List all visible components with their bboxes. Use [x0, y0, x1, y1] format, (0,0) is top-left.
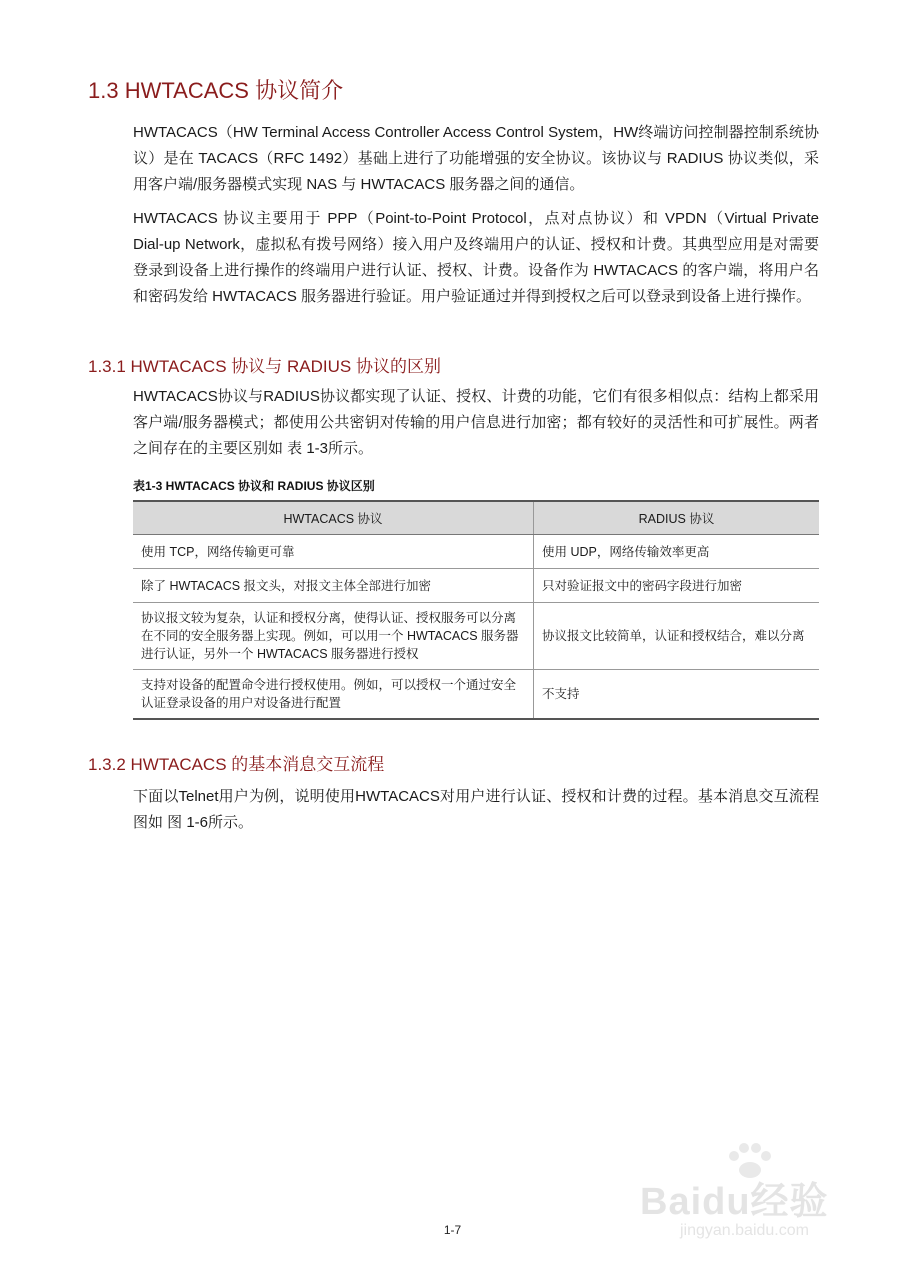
section-heading: 1.3 HWTACACS 协议简介 — [88, 78, 344, 103]
table-row — [133, 569, 819, 603]
table-caption: 表1-3 HWTACACS 协议和 RADIUS 协议区别 — [133, 479, 375, 493]
table-cell: 协议报文较为复杂，认证和授权分离，使得认证、授权服务可以分离在不同的安全服务器上实现。例如，可以用一个 HWTACACS 服务器进行认证，另外一个 HWTACACS 服务器进行授权 — [133, 603, 534, 670]
watermark-brand: Baidu经验 — [640, 1181, 829, 1223]
table-cell: 支持对设备的配置命令进行授权使用。例如，可以授权一个通过安全认证登录设备的用户对设备进行配置 — [133, 670, 534, 720]
table-header-radius: RADIUS 协议 — [534, 501, 820, 535]
table-cell: 使用 TCP，网络传输更可靠 — [133, 535, 534, 569]
subsection-1-heading: 1.3.1 HWTACACS 协议与 RADIUS 协议的区别 — [88, 357, 441, 376]
table-cell: 除了 HWTACACS 报文头，对报文主体全部进行加密 — [133, 569, 534, 603]
table-header-row — [133, 501, 819, 535]
table-cell: 协议报文比较简单，认证和授权结合，难以分离 — [534, 603, 820, 670]
table-row — [133, 535, 819, 569]
intro-paragraph-2: HWTACACS 协议主要用于 PPP（Point-to-Point Protocol，点对点协议）和 VPDN（Virtual Private Dial-up Network，虚拟私有拨号网络）接入用户及终端用户的认证、授权和计费。其典型应用是对需要登录到设备上进行操作的终端用户进行认证、授权、计费。设备作为 HWTACACS 的客户端，将用户名和密码发给 HWTACACS 服务器进行验证。用户验证通过并得到授权之后可以登录到设备上进行操作。 — [133, 210, 819, 305]
page-number: 1-7 — [443, 1223, 462, 1237]
intro-paragraph-1: HWTACACS（HW Terminal Access Controller Access Control System，HW终端访问控制器控制系统协议）是在 TACACS（RFC 1492）基础上进行了功能增强的安全协议。该协议与 RADIUS 协议类似，采用客户端/服务器模式实现 NAS 与 HWTACACS 服务器之间的通信。 — [133, 124, 819, 193]
table-cell: 只对验证报文中的密码字段进行加密 — [534, 569, 820, 603]
comparison-table — [133, 500, 819, 720]
subsection-2-heading: 1.3.2 HWTACACS 的基本消息交互流程 — [88, 755, 385, 774]
watermark-url: jingyan.baidu.com — [680, 1222, 809, 1239]
table-header-hwtacacs: HWTACACS 协议 — [133, 501, 534, 535]
subsection-2-paragraph: 下面以Telnet用户为例，说明使用HWTACACS对用户进行认证、授权和计费的过程。基本消息交互流程图如 图 1-6所示。 — [133, 788, 819, 831]
table-row — [133, 603, 819, 670]
table-row — [133, 670, 819, 720]
table-cell: 不支持 — [534, 670, 820, 720]
subsection-1-paragraph: HWTACACS协议与RADIUS协议都实现了认证、授权、计费的功能，它们有很多相似点：结构上都采用客户端/服务器模式；都使用公共密钥对传输的用户信息进行加密；都有较好的灵活性和可扩展性。两者之间存在的主要区别如 表 1-3所示。 — [133, 388, 819, 457]
table-cell: 使用 UDP，网络传输效率更高 — [534, 535, 820, 569]
